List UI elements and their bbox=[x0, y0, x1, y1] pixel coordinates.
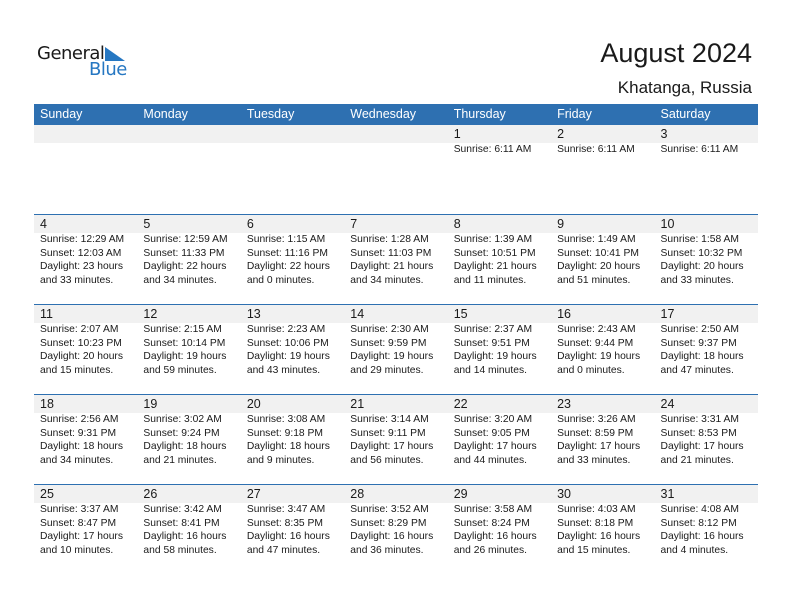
day-cell-14 bbox=[344, 305, 447, 395]
day-cell-1 bbox=[448, 125, 551, 215]
day-cell-26 bbox=[137, 485, 240, 575]
daylight-text: Daylight: 18 hours bbox=[143, 441, 227, 452]
day-number: 6 bbox=[246, 217, 254, 231]
sunset-text: Sunset: 11:16 PM bbox=[246, 247, 328, 259]
day-cell-30 bbox=[551, 485, 654, 575]
daylight-text: Daylight: 19 hours bbox=[453, 351, 537, 362]
day-number: 28 bbox=[350, 487, 365, 501]
day-number: 1 bbox=[453, 127, 461, 141]
daylight-text: Daylight: 16 hours bbox=[350, 531, 434, 542]
empty-cell bbox=[344, 125, 447, 215]
daylight-text: Daylight: 16 hours bbox=[557, 531, 641, 542]
daylight-text: Daylight: 17 hours bbox=[453, 441, 537, 452]
sunrise-text: Sunrise: 2:07 AM bbox=[40, 324, 119, 335]
sunset-text: Sunset: 8:24 PM bbox=[453, 517, 530, 529]
sunrise-text: Sunrise: 1:58 AM bbox=[660, 234, 739, 245]
sunrise-text: Sunrise: 3:52 AM bbox=[350, 504, 429, 515]
day-cell-2 bbox=[551, 125, 654, 215]
daylight-text: Daylight: 23 hours bbox=[40, 261, 123, 272]
day-number: 12 bbox=[143, 307, 158, 321]
sunrise-text: Sunrise: 3:20 AM bbox=[453, 414, 533, 425]
day-number: 14 bbox=[350, 307, 365, 321]
weekday-thursday: Thursday bbox=[453, 107, 506, 121]
sunset-text: Sunset: 8:41 PM bbox=[143, 517, 220, 529]
sunrise-text: Sunrise: 1:39 AM bbox=[453, 234, 533, 245]
daylight-text: Daylight: 16 hours bbox=[246, 531, 330, 542]
day-number: 13 bbox=[246, 307, 261, 321]
day-number: 10 bbox=[660, 217, 675, 231]
daylight-minutes-text: and 14 minutes. bbox=[453, 364, 527, 376]
sunrise-text: Sunrise: 2:43 AM bbox=[557, 324, 636, 335]
sunset-text: Sunset: 11:03 PM bbox=[350, 247, 432, 259]
day-number: 2 bbox=[557, 127, 565, 141]
daylight-text: Daylight: 16 hours bbox=[453, 531, 537, 542]
sunrise-text: Sunrise: 3:58 AM bbox=[453, 504, 533, 515]
day-cell-13 bbox=[241, 305, 344, 395]
sunset-text: Sunset: 8:12 PM bbox=[660, 517, 737, 529]
day-number: 19 bbox=[143, 397, 158, 411]
sunrise-text: Sunrise: 1:28 AM bbox=[350, 234, 429, 245]
sunset-text: Sunset: 8:35 PM bbox=[246, 517, 323, 529]
day-cell-9 bbox=[551, 215, 654, 305]
day-number: 5 bbox=[143, 217, 151, 231]
sunrise-text: Sunrise: 12:29 AM bbox=[40, 234, 125, 245]
day-number bbox=[247, 125, 344, 143]
day-cell-17 bbox=[655, 305, 758, 395]
sunset-text: Sunset: 10:14 PM bbox=[143, 337, 226, 349]
sunrise-text: Sunrise: 3:26 AM bbox=[557, 414, 636, 425]
weekday-monday: Monday bbox=[143, 107, 188, 121]
daylight-minutes-text: and 33 minutes. bbox=[40, 274, 114, 286]
daylight-minutes-text: and 9 minutes. bbox=[246, 454, 315, 466]
day-cell-19 bbox=[137, 395, 240, 485]
weekday-header bbox=[34, 104, 758, 125]
logo bbox=[37, 43, 137, 83]
daylight-text: Daylight: 19 hours bbox=[246, 351, 330, 362]
daylight-text: Daylight: 18 hours bbox=[246, 441, 330, 452]
daylight-minutes-text: and 34 minutes. bbox=[350, 274, 424, 286]
sunrise-text: Sunrise: 2:30 AM bbox=[350, 324, 429, 335]
sunrise-text: Sunrise: 12:59 AM bbox=[143, 234, 228, 245]
weekday-friday: Friday bbox=[557, 107, 592, 121]
day-cell-5 bbox=[137, 215, 240, 305]
day-cell-4 bbox=[34, 215, 137, 305]
daylight-minutes-text: and 47 minutes. bbox=[246, 544, 321, 556]
daylight-text: Daylight: 20 hours bbox=[557, 261, 641, 272]
day-cell-3 bbox=[655, 125, 758, 215]
daylight-minutes-text: and 15 minutes. bbox=[557, 544, 631, 556]
daylight-minutes-text: and 10 minutes. bbox=[40, 544, 114, 556]
weekday-sunday: Sunday bbox=[40, 107, 83, 121]
sunset-text: Sunset: 10:23 PM bbox=[40, 337, 122, 349]
day-cell-18 bbox=[34, 395, 137, 485]
day-number bbox=[40, 125, 137, 143]
daylight-text: Daylight: 21 hours bbox=[453, 261, 537, 272]
day-cell-23 bbox=[551, 395, 654, 485]
sunrise-text: Sunrise: 4:08 AM bbox=[660, 504, 739, 515]
day-cell-28 bbox=[344, 485, 447, 575]
daylight-minutes-text: and 51 minutes. bbox=[557, 274, 631, 286]
daylight-text: Daylight: 16 hours bbox=[660, 531, 744, 542]
day-number: 31 bbox=[660, 487, 675, 501]
sunset-text: Sunset: 8:53 PM bbox=[660, 427, 737, 439]
sunrise-text: Sunrise: 3:08 AM bbox=[246, 414, 326, 425]
day-number bbox=[143, 125, 240, 143]
daylight-minutes-text: and 11 minutes. bbox=[453, 274, 527, 286]
day-number: 30 bbox=[557, 487, 572, 501]
weekday-tuesday: Tuesday bbox=[246, 107, 295, 121]
sunrise-text: Sunrise: 3:14 AM bbox=[350, 414, 429, 425]
day-number: 20 bbox=[246, 397, 261, 411]
day-cell-15 bbox=[448, 305, 551, 395]
day-number bbox=[350, 125, 447, 143]
day-cell-22 bbox=[448, 395, 551, 485]
empty-cell bbox=[241, 125, 344, 215]
sunrise-text: Sunrise: 3:47 AM bbox=[246, 504, 326, 515]
daylight-minutes-text: and 33 minutes. bbox=[660, 274, 734, 286]
day-cell-10 bbox=[655, 215, 758, 305]
day-cell-16 bbox=[551, 305, 654, 395]
daylight-minutes-text: and 47 minutes. bbox=[660, 364, 734, 376]
sunset-text: Sunset: 11:33 PM bbox=[143, 247, 225, 259]
sunset-text: Sunset: 9:37 PM bbox=[660, 337, 737, 349]
daylight-text: Daylight: 16 hours bbox=[143, 531, 227, 542]
daylight-minutes-text: and 44 minutes. bbox=[453, 454, 527, 466]
daylight-minutes-text: and 21 minutes. bbox=[143, 454, 217, 466]
sunset-text: Sunset: 10:32 PM bbox=[660, 247, 743, 259]
day-number: 21 bbox=[350, 397, 365, 411]
sunset-text: Sunset: 8:29 PM bbox=[350, 517, 427, 529]
sunrise-text: Sunrise: 1:15 AM bbox=[246, 234, 326, 245]
week-row bbox=[34, 214, 758, 305]
sunset-text: Sunset: 8:47 PM bbox=[40, 517, 117, 529]
daylight-minutes-text: and 0 minutes. bbox=[246, 274, 315, 286]
day-cell-21 bbox=[344, 395, 447, 485]
day-number: 9 bbox=[557, 217, 565, 231]
sunrise-text: Sunrise: 2:50 AM bbox=[660, 324, 739, 335]
day-cell-7 bbox=[344, 215, 447, 305]
day-number: 23 bbox=[557, 397, 572, 411]
sunrise-text: Sunrise: 1:49 AM bbox=[557, 234, 636, 245]
day-cell-24 bbox=[655, 395, 758, 485]
daylight-minutes-text: and 33 minutes. bbox=[557, 454, 631, 466]
daylight-text: Daylight: 17 hours bbox=[40, 531, 123, 542]
day-number: 29 bbox=[453, 487, 468, 501]
day-cell-8 bbox=[448, 215, 551, 305]
sunrise-text: Sunrise: 2:56 AM bbox=[40, 414, 119, 425]
day-cell-25 bbox=[34, 485, 137, 575]
day-number: 15 bbox=[453, 307, 468, 321]
sunset-text: Sunset: 9:59 PM bbox=[350, 337, 427, 349]
sunset-text: Sunset: 9:18 PM bbox=[246, 427, 323, 439]
daylight-minutes-text: and 36 minutes. bbox=[350, 544, 424, 556]
empty-cell bbox=[137, 125, 240, 215]
daylight-text: Daylight: 17 hours bbox=[557, 441, 641, 452]
daylight-minutes-text: and 15 minutes. bbox=[40, 364, 114, 376]
day-cell-27 bbox=[241, 485, 344, 575]
sunset-text: Sunset: 9:11 PM bbox=[350, 427, 426, 439]
sunrise-text: Sunrise: 2:37 AM bbox=[453, 324, 533, 335]
week-row bbox=[34, 125, 758, 215]
daylight-text: Daylight: 20 hours bbox=[40, 351, 123, 362]
daylight-minutes-text: and 0 minutes. bbox=[557, 364, 625, 376]
day-cell-31 bbox=[655, 485, 758, 575]
day-number: 22 bbox=[453, 397, 468, 411]
sunset-text: Sunset: 10:41 PM bbox=[557, 247, 639, 259]
daylight-text: Daylight: 19 hours bbox=[143, 351, 227, 362]
sunrise-text: Sunrise: 6:11 AM bbox=[660, 144, 739, 155]
daylight-minutes-text: and 56 minutes. bbox=[350, 454, 424, 466]
day-cell-12 bbox=[137, 305, 240, 395]
daylight-text: Daylight: 17 hours bbox=[350, 441, 434, 452]
sunset-text: Sunset: 12:03 AM bbox=[40, 247, 122, 259]
weekday-wednesday: Wednesday bbox=[350, 107, 417, 121]
day-number: 27 bbox=[246, 487, 261, 501]
logo-text-blue: Blue bbox=[89, 59, 127, 80]
sunset-text: Sunset: 10:51 PM bbox=[453, 247, 536, 259]
logo-text-general: General bbox=[37, 43, 105, 64]
day-number: 3 bbox=[660, 127, 668, 141]
sunset-text: Sunset: 9:44 PM bbox=[557, 337, 634, 349]
sunset-text: Sunset: 10:06 PM bbox=[246, 337, 329, 349]
day-cell-29 bbox=[448, 485, 551, 575]
daylight-minutes-text: and 34 minutes. bbox=[40, 454, 114, 466]
sunrise-text: Sunrise: 6:11 AM bbox=[557, 144, 635, 155]
daylight-text: Daylight: 22 hours bbox=[143, 261, 227, 272]
day-number: 24 bbox=[660, 397, 675, 411]
day-number: 18 bbox=[40, 397, 54, 411]
sunrise-text: Sunrise: 3:37 AM bbox=[40, 504, 119, 515]
week-row bbox=[34, 304, 758, 395]
day-cell-11 bbox=[34, 305, 137, 395]
daylight-minutes-text: and 43 minutes. bbox=[246, 364, 321, 376]
day-number: 7 bbox=[350, 217, 358, 231]
daylight-minutes-text: and 29 minutes. bbox=[350, 364, 424, 376]
sunset-text: Sunset: 8:18 PM bbox=[557, 517, 634, 529]
daylight-minutes-text: and 4 minutes. bbox=[660, 544, 729, 556]
daylight-text: Daylight: 18 hours bbox=[40, 441, 123, 452]
sunset-text: Sunset: 9:24 PM bbox=[143, 427, 220, 439]
sunrise-text: Sunrise: 4:03 AM bbox=[557, 504, 636, 515]
week-row bbox=[34, 394, 758, 485]
daylight-text: Daylight: 20 hours bbox=[660, 261, 744, 272]
sunrise-text: Sunrise: 2:15 AM bbox=[143, 324, 222, 335]
day-number: 17 bbox=[660, 307, 675, 321]
weekday-saturday: Saturday bbox=[660, 107, 711, 121]
sunrise-text: Sunrise: 3:31 AM bbox=[660, 414, 739, 425]
sunrise-text: Sunrise: 6:11 AM bbox=[453, 144, 532, 155]
sunrise-text: Sunrise: 3:02 AM bbox=[143, 414, 222, 425]
day-number: 16 bbox=[557, 307, 572, 321]
daylight-minutes-text: and 21 minutes. bbox=[660, 454, 734, 466]
daylight-text: Daylight: 17 hours bbox=[660, 441, 744, 452]
day-number: 25 bbox=[40, 487, 54, 501]
daylight-minutes-text: and 34 minutes. bbox=[143, 274, 217, 286]
daylight-text: Daylight: 22 hours bbox=[246, 261, 330, 272]
day-cell-6 bbox=[241, 215, 344, 305]
daylight-minutes-text: and 58 minutes. bbox=[143, 544, 217, 556]
sunset-text: Sunset: 8:59 PM bbox=[557, 427, 634, 439]
week-row bbox=[34, 484, 758, 575]
month-title: August 2024 bbox=[600, 38, 752, 68]
empty-cell bbox=[34, 125, 137, 215]
sunset-text: Sunset: 9:05 PM bbox=[453, 427, 530, 439]
daylight-text: Daylight: 19 hours bbox=[350, 351, 434, 362]
daylight-text: Daylight: 21 hours bbox=[350, 261, 434, 272]
daylight-minutes-text: and 26 minutes. bbox=[453, 544, 527, 556]
sunset-text: Sunset: 9:51 PM bbox=[453, 337, 530, 349]
daylight-minutes-text: and 59 minutes. bbox=[143, 364, 217, 376]
day-number: 4 bbox=[40, 217, 47, 231]
sunrise-text: Sunrise: 3:42 AM bbox=[143, 504, 222, 515]
daylight-text: Daylight: 18 hours bbox=[660, 351, 744, 362]
daylight-text: Daylight: 19 hours bbox=[557, 351, 641, 362]
day-number: 26 bbox=[143, 487, 158, 501]
day-number: 11 bbox=[40, 307, 53, 321]
sunset-text: Sunset: 9:31 PM bbox=[40, 427, 117, 439]
day-cell-20 bbox=[241, 395, 344, 485]
day-number: 8 bbox=[453, 217, 461, 231]
sunrise-text: Sunrise: 2:23 AM bbox=[246, 324, 326, 335]
location: Khatanga, Russia bbox=[617, 78, 752, 97]
